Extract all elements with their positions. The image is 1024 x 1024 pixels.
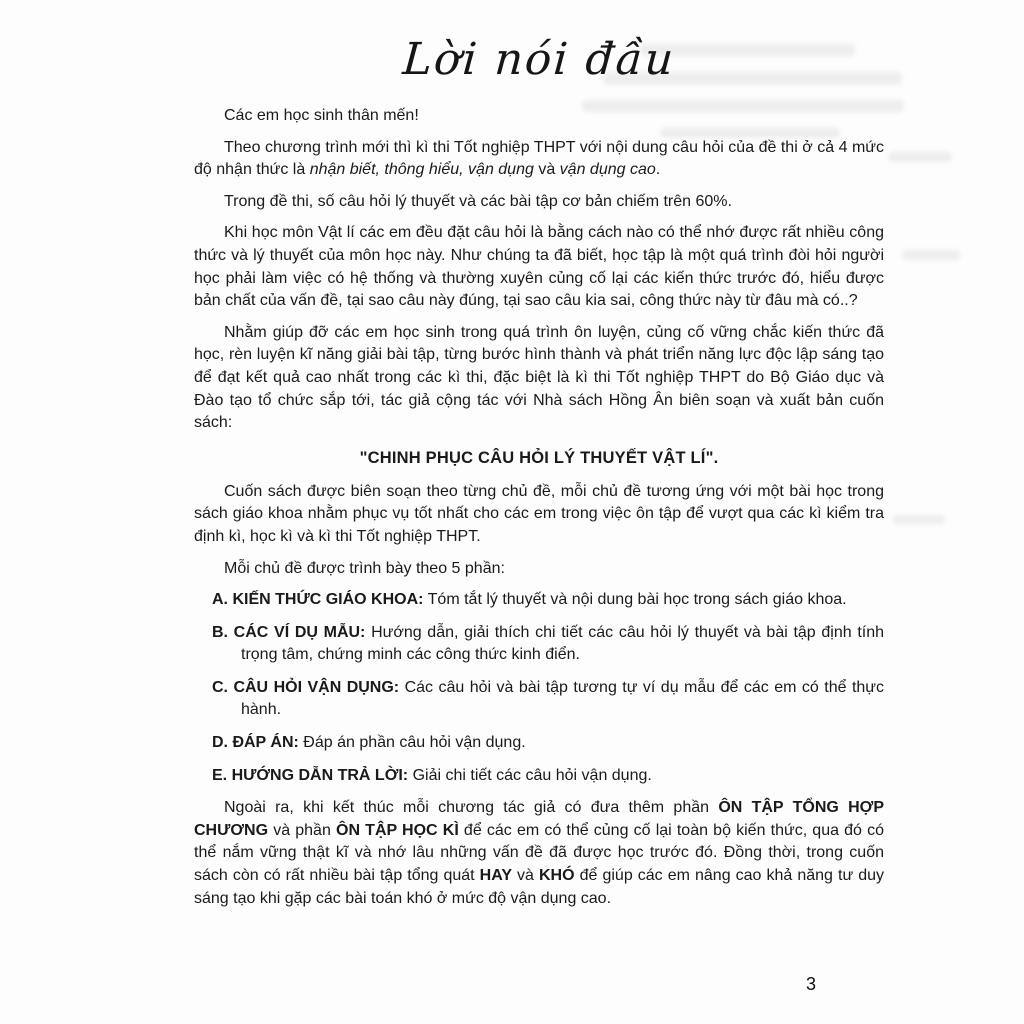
bold-run: ÔN TẬP TỔNG HỢP CHƯƠNG xyxy=(194,799,885,839)
paragraph-book-purpose: Nhằm giúp đỡ các em học sinh trong quá trình ôn luyện, củng cố vững chắc kiến thức đã học, rèn luyện kĩ năng giải bài tập, từng bước hình thành và phát triển năng lực độc lập sáng tạo để đạt kết quả cao nhất trong các kì thi, đặc biệt là kì thi Tốt nghiệp THPT do Bộ Giáo dục và Đào tạo tổ chức sắp tới, tác giả cộng tác với Nhà sách Hồng Ân biên soạn và xuất bản cuốn sách: xyxy=(194,323,884,432)
page-title: Lời nói đầu xyxy=(401,34,677,85)
greeting-paragraph: Các em học sinh thân mến! xyxy=(224,107,419,124)
page-body xyxy=(194,34,884,919)
bleed-through-artifact xyxy=(893,515,945,524)
section-text: Tóm tắt lý thuyết và nội dung bài học trong sách giáo khoa. xyxy=(423,591,847,609)
bold-run: KHÓ xyxy=(539,867,575,885)
paragraph-five-parts-intro: Mỗi chủ đề được trình bày theo 5 phần: xyxy=(224,559,505,577)
paragraph-extras: Ngoài ra, khi kết thúc mỗi chương tác giả có đưa thêm phần ÔN TẬP TỔNG HỢP CHƯƠNG và phần ÔN TẬP HỌC KÌ để các em có thể củng cố lại toàn bộ kiến thức, qua đó có thể nắm vững thật kĩ và nhớ lâu những vấn đề đã được học trước đó. Đồng thời, trong cuốn sách còn có rất nhiều bài tập tổng quát HAY và KHÓ để giúp các em nâng cao khả năng tư duy sáng tạo khi gặp các bài toán khó ở mức độ vận dụng cao. xyxy=(194,799,885,907)
italic-run: vận dụng cao xyxy=(559,161,656,179)
paragraph-exam-ratio: Trong đề thi, số câu hỏi lý thuyết và các bài tập cơ bản chiếm trên 60%. xyxy=(224,192,732,210)
italic-run: nhận biết, thông hiểu, vận dụng xyxy=(309,161,534,179)
bold-run: HAY xyxy=(479,867,512,885)
section-item-c xyxy=(194,677,884,722)
section-item-e xyxy=(194,765,884,788)
book-title: "CHINH PHỤC CÂU HỎI LÝ THUYẾT VẬT LÍ". xyxy=(359,448,719,467)
section-text: Các câu hỏi và bài tập tương tự ví dụ mẫu để các em có thể thực hành. xyxy=(241,678,885,719)
bleed-through-artifact xyxy=(888,152,952,162)
section-text: Giải chi tiết các câu hỏi vận dụng. xyxy=(408,766,652,784)
section-item-b xyxy=(194,622,884,667)
paragraph-physics-study: Khi học môn Vật lí các em đều đặt câu hỏi là bằng cách nào có thể nhớ được rất nhiều công thức và lý thuyết của môn học này. Như chúng ta đã biết, học tập là một quá trình đòi hỏi người học phải làm việc có hệ thống và thường xuyên củng cố lại các kiến thức trước đó, hiểu được bản chất của vấn đề, tại sao câu này đúng, tại sao câu kia sai, công thức này từ đâu mà có..? xyxy=(194,224,884,310)
section-text: Đáp án phần câu hỏi vận dụng. xyxy=(298,734,526,752)
section-item-a xyxy=(194,589,884,612)
paragraph-book-structure: Cuốn sách được biên soạn theo từng chủ đề, mỗi chủ đề tương ứng với một bài học trong sách giáo khoa nhằm phục vụ tốt nhất cho các em trong việc ôn tập để vượt qua các kì kiểm tra định kì, học kì và kì thi Tốt nghiệp THPT. xyxy=(194,482,884,545)
bleed-through-artifact xyxy=(902,250,960,260)
section-label: A. KIẾN THỨC GIÁO KHOA: xyxy=(212,591,424,609)
bold-run: ÔN TẬP HỌC KÌ xyxy=(336,821,459,839)
page-number: 3 xyxy=(806,974,817,994)
paragraph-exam-levels: Theo chương trình mới thì kì thi Tốt nghiệp THPT với nội dung câu hỏi của đề thi ở cả 4 mức độ nhận thức là nhận biết, thông hiểu, vận dụng và vận dụng cao. xyxy=(194,138,884,179)
section-text: Hướng dẫn, giải thích chi tiết các câu hỏi lý thuyết và bài tập định tính trọng tâm, chứng minh các công thức kinh điển. xyxy=(241,623,885,664)
section-label: B. CÁC VÍ DỤ MẪU: xyxy=(212,623,366,641)
section-label: E. HƯỚNG DẪN TRẢ LỜI: xyxy=(212,766,409,784)
section-item-d xyxy=(194,732,884,755)
section-label: D. ĐÁP ÁN: xyxy=(212,734,299,752)
section-label: C. CÂU HỎI VẬN DỤNG: xyxy=(212,678,400,696)
